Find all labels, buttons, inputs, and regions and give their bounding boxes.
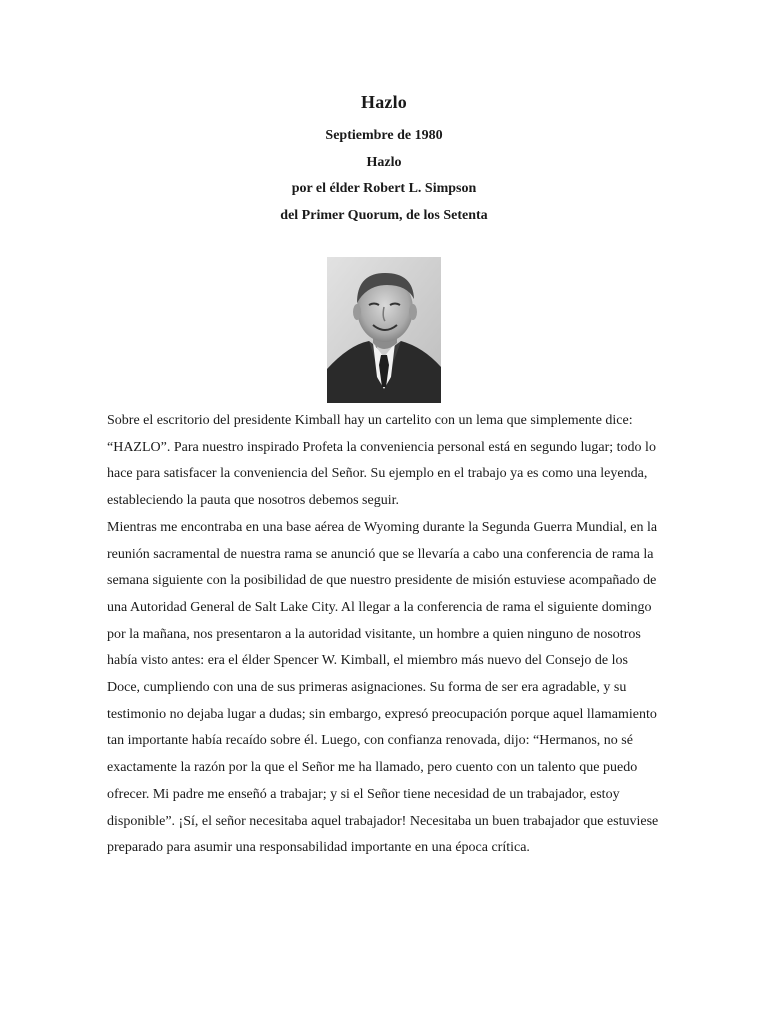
author-portrait [327, 257, 441, 403]
body-paragraph: Mientras me encontraba en una base aérea de Wyoming durante la Segunda Guerra Mundial, en la reunión sacramental de nuestra rama se anunció que se llevaría a cabo una conferencia de rama la semana siguiente con la posibilidad de que nuestro presidente de misión estuviese acompañado de una Autoridad General de Salt Lake City. Al llegar a la conferencia de rama el siguiente domingo por la mañana, nos presentaron a la autoridad visitante, un hombre a quien ninguno de nosotros había visto antes: era el élder Spencer W. Kimball, el miembro más nuevo del Consejo de los Doce, cumpliendo con una de sus primeras asignaciones. Su forma de ser era agradable, y su testimonio no dejaba lugar a dudas; sin embargo, expresó preocupación porque aquel llamamiento tan importante había recaído sobre él. Luego, con confianza renovada, dijo: “Hermanos, no sé exactamente la razón por la que el Señor me ha llamado, pero cuento con un talento que puedo ofrecer. Mi padre me enseñó a trabajar; y si el Señor tiene necesidad de un trabajador, estoy disponible”. ¡Sí, el señor necesitaba aquel trabajador! Necesitaba un buen trabajador que estuviese preparado para asumir una responsabilidad importante en una época crítica. [107, 519, 659, 856]
author-role-line: del Primer Quorum, de los Setenta [280, 207, 488, 223]
article-header [0, 126, 768, 232]
page-title: Hazlo [361, 92, 407, 112]
body-paragraph: Sobre el escritorio del presidente Kimball hay un cartelito con un lema que simplemente dice: “HAZLO”. Para nuestro inspirado Profeta la conveniencia personal está en segundo lugar; todo lo hace para satisfacer la conveniencia del Señor. Su ejemplo en el trabajo ya es como una leyenda, estableciendo la pauta que nosotros debemos seguir. [107, 413, 656, 509]
subtitle-line: Hazlo [366, 154, 402, 170]
date-line: Septiembre de 1980 [325, 128, 443, 143]
article-body [107, 408, 663, 862]
author-line: por el élder Robert L. Simpson [291, 181, 477, 196]
